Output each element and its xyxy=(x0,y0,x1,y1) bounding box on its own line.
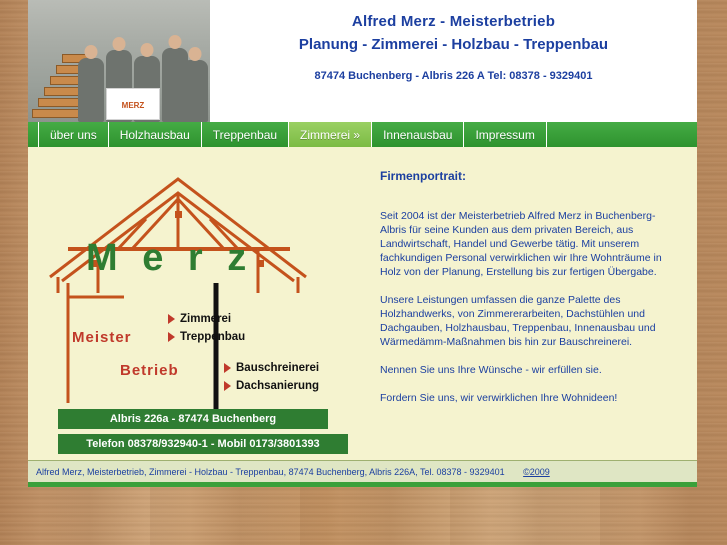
main-content xyxy=(28,147,697,460)
team-photo xyxy=(28,0,210,122)
phone-bar: Telefon 08378/932940-1 - Mobil 0173/3801393 xyxy=(58,434,348,454)
betrieb-text: Betrieb xyxy=(120,362,179,379)
paragraph-3: Nennen Sie uns Ihre Wünsche - wir erfüllen sie. xyxy=(380,364,602,376)
footer-green-strip xyxy=(28,482,697,487)
main-navigation xyxy=(28,122,697,147)
company-name: Alfred Merz - Meisterbetrieb xyxy=(351,13,556,30)
section-heading: Firmenportrait: xyxy=(380,169,467,183)
logo-panel xyxy=(28,147,368,460)
company-services-line: Planung - Zimmerei - Holzbau - Treppenbau xyxy=(298,36,609,53)
service-dachsanierung-label: Dachsanierung xyxy=(236,380,320,392)
header-text-block xyxy=(210,0,697,122)
paragraph-1: Seit 2004 ist der Meisterbetrieb Alfred Merz in Buchenberg-Albris für seine Kunden aus dem privaten Bereich, aus Landwirtschaft, Handel und Gewerbe tätig. Mit unserem fachkundigen Personal verwirklichen wir Ihre Wohnträume in Holz von der Planung, Erstellung bis zur fertigen Übergabe. xyxy=(380,210,662,278)
nav-item-ueber-uns[interactable]: über uns xyxy=(38,122,109,147)
service-zimmerei xyxy=(168,313,231,325)
footer-text: Alfred Merz, Meisterbetrieb, Zimmerei - Holzbau - Treppenbau, 87474 Buchenberg, Albris 226A, Tel. 08378 - 9329401 xyxy=(36,467,505,477)
nav-item-innenausbau[interactable]: Innenausbau xyxy=(372,122,464,147)
nav-item-holzhausbau[interactable]: Holzhausbau xyxy=(109,122,202,147)
bullet-triangle-icon xyxy=(168,332,175,342)
address-bar: Albris 226a - 87474 Buchenberg xyxy=(58,409,328,429)
service-bauschreinerei xyxy=(224,362,319,374)
service-zimmerei-label: Zimmerei xyxy=(180,313,232,325)
bullet-triangle-icon xyxy=(224,363,231,373)
meister-text: Meister xyxy=(72,329,132,346)
nav-item-treppenbau[interactable]: Treppenbau xyxy=(202,122,289,147)
merz-logo-graphic xyxy=(28,147,368,460)
service-bauschreinerei-label: Bauschreinerei xyxy=(236,362,320,374)
copyright-link[interactable]: ©2009 xyxy=(523,467,550,477)
merz-wordmark: M e r z xyxy=(86,237,254,279)
bullet-triangle-icon xyxy=(224,381,231,391)
site-header xyxy=(28,0,697,122)
paragraph-4: Fordern Sie uns, wir verwirklichen Ihre Wohnideen! xyxy=(380,392,618,404)
nav-filler xyxy=(547,122,697,147)
merz-logo-badge: MERZ xyxy=(106,88,160,120)
service-dachsanierung xyxy=(224,380,319,392)
bullet-triangle-icon xyxy=(168,314,175,324)
text-panel xyxy=(368,147,697,460)
paragraph-2: Unsere Leistungen umfassen die ganze Palette des Holzhandwerks, von Zimmererarbeiten, Dachstühlen und Dachgauben, Holzhausbau, Treppenbau, Innenausbau und Wärmedämm-Maßnahmen bis hin zur Bauschreinerei. xyxy=(380,294,656,348)
site-footer xyxy=(28,460,697,482)
nav-item-zimmerei[interactable]: Zimmerei » xyxy=(289,122,372,147)
nav-item-impressum[interactable]: Impressum xyxy=(464,122,546,147)
service-treppenbau xyxy=(168,331,245,343)
company-contact-line: 87474 Buchenberg - Albris 226 A Tel: 08378 - 9329401 xyxy=(314,70,593,82)
service-treppenbau-label: Treppenbau xyxy=(180,331,246,343)
